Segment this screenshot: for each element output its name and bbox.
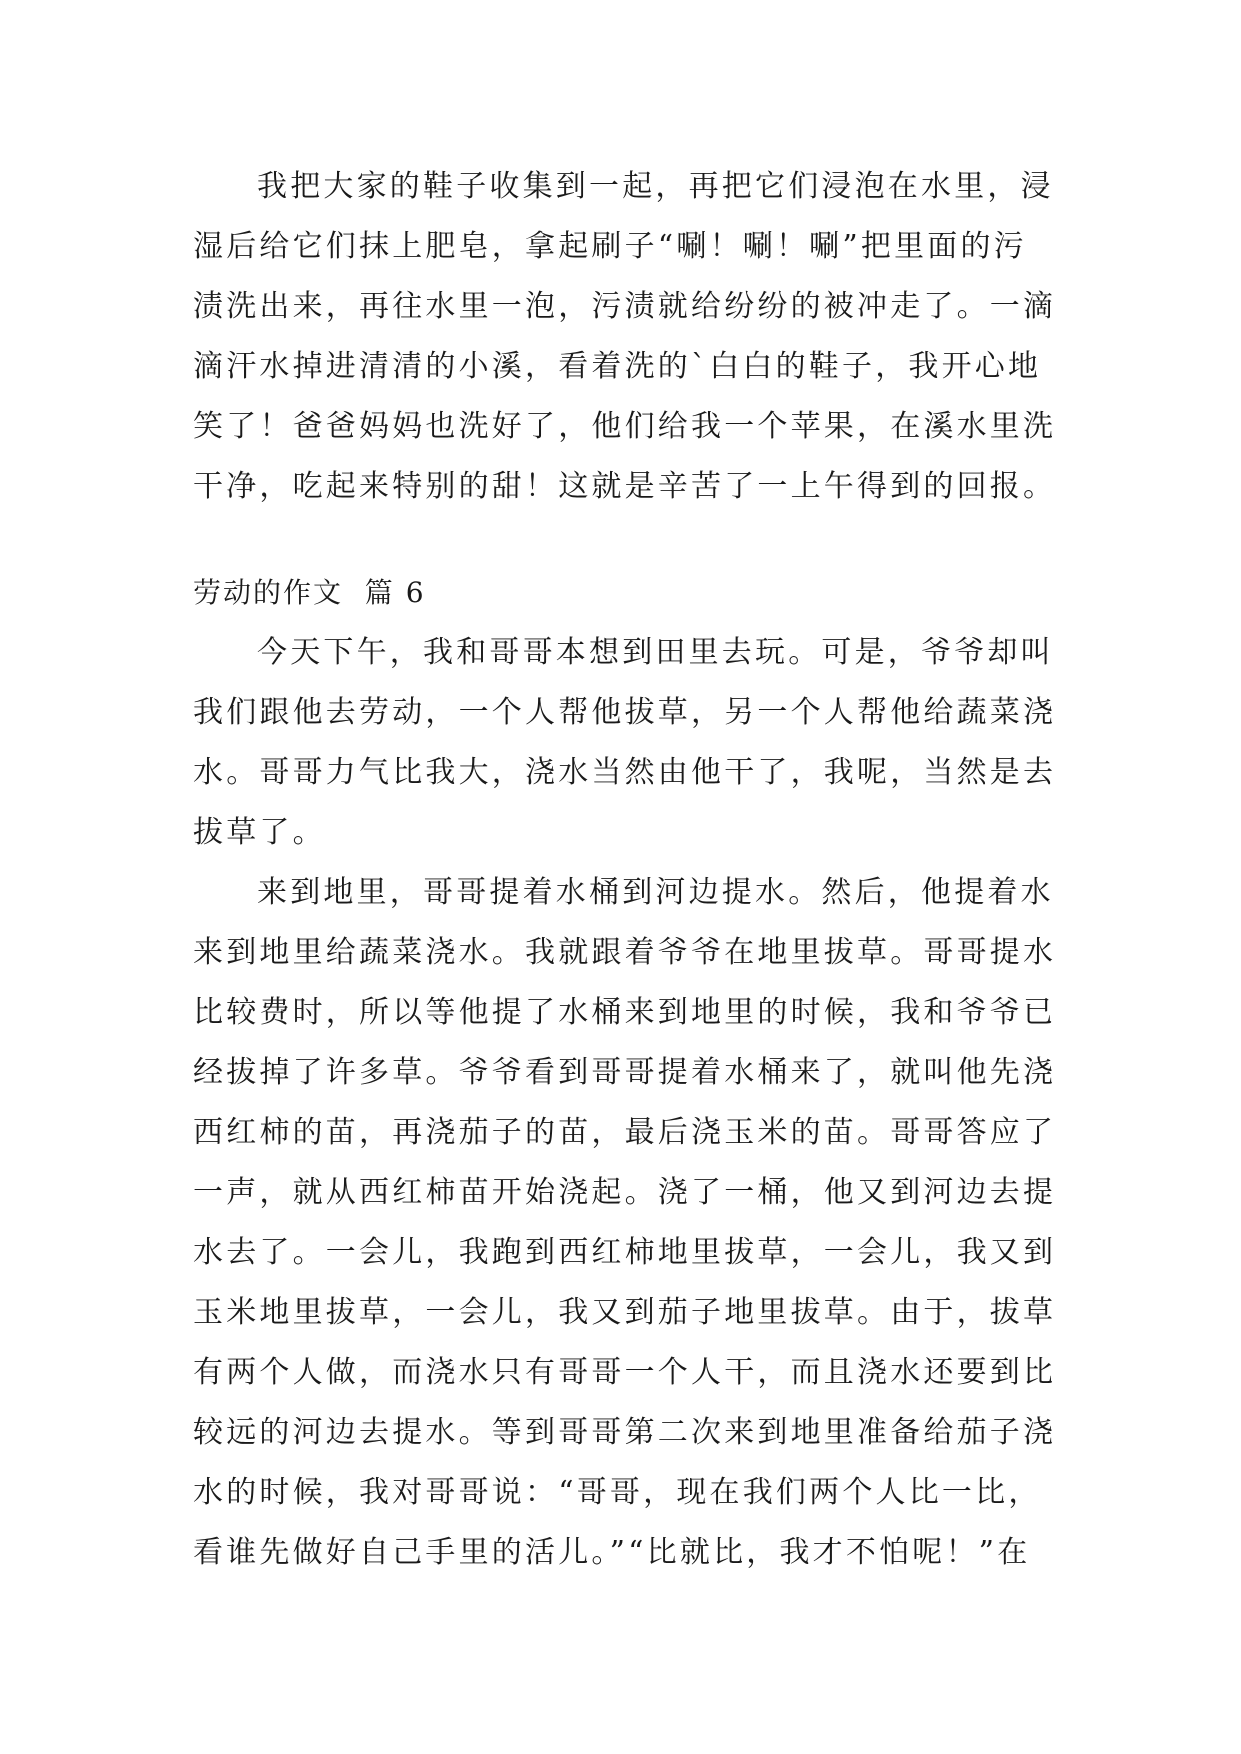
paragraph-3-line-12: 看谁先做好自己手里的活儿。”“比就比，我才不怕呢！”在 xyxy=(193,1535,1031,1570)
paragraph-3-line-10: 较远的河边去提水。等到哥哥第二次来到地里准备给茄子浇 xyxy=(193,1415,1057,1450)
paragraph-1-line-5: 笑了！爸爸妈妈也洗好了，他们给我一个苹果，在溪水里洗 xyxy=(193,409,1057,444)
paragraph-3-line-1: 来到地里，哥哥提着水桶到河边提水。然后，他提着水 xyxy=(257,875,1054,910)
paragraph-2-line-2: 我们跟他去劳动，一个人帮他拔草，另一个人帮他给蔬菜浇 xyxy=(193,695,1057,730)
paragraph-3-line-8: 玉米地里拔草，一会儿，我又到茄子地里拔草。由于，拔草 xyxy=(193,1295,1057,1330)
paragraph-2-line-1: 今天下午，我和哥哥本想到田里去玩。可是，爷爷却叫 xyxy=(257,635,1054,670)
paragraph-3-line-9: 有两个人做，而浇水只有哥哥一个人干，而且浇水还要到比 xyxy=(193,1355,1057,1390)
paragraph-1-line-6: 干净，吃起来特别的甜！这就是辛苦了一上午得到的回报。 xyxy=(193,469,1057,504)
paragraph-1-line-1: 我把大家的鞋子收集到一起，再把它们浸泡在水里，浸 xyxy=(257,169,1054,204)
paragraph-3-line-4: 经拔掉了许多草。爷爷看到哥哥提着水桶来了，就叫他先浇 xyxy=(193,1055,1057,1090)
paragraph-1-line-4: 滴汗水掉进清清的小溪，看着洗的`白白的鞋子，我开心地 xyxy=(193,349,1042,384)
paragraph-1-line-3: 渍洗出来，再往水里一泡，污渍就给纷纷的被冲走了。一滴 xyxy=(193,289,1057,324)
paragraph-2-line-4: 拔草了。 xyxy=(193,815,326,850)
paragraph-3-line-2: 来到地里给蔬菜浇水。我就跟着爷爷在地里拔草。哥哥提水 xyxy=(193,935,1057,970)
paragraph-3-line-3: 比较费时，所以等他提了水桶来到地里的时候，我和爷爷已 xyxy=(193,995,1057,1030)
paragraph-3-line-5: 西红柿的苗，再浇茄子的苗，最后浇玉米的苗。哥哥答应了 xyxy=(193,1115,1057,1150)
paragraph-2-line-3: 水。哥哥力气比我大，浇水当然由他干了，我呢，当然是去 xyxy=(193,755,1057,790)
paragraph-3-line-7: 水去了。一会儿，我跑到西红柿地里拔草，一会儿，我又到 xyxy=(193,1235,1057,1270)
section-heading: 劳动的作文 篇 6 xyxy=(193,576,426,609)
paragraph-1-line-2: 湿后给它们抹上肥皂，拿起刷子“唰！唰！唰”把里面的污 xyxy=(193,229,1027,264)
paragraph-3-line-11: 水的时候，我对哥哥说：“哥哥，现在我们两个人比一比， xyxy=(193,1475,1042,1510)
paragraph-3-line-6: 一声，就从西红柿苗开始浇起。浇了一桶，他又到河边去提 xyxy=(193,1175,1057,1210)
